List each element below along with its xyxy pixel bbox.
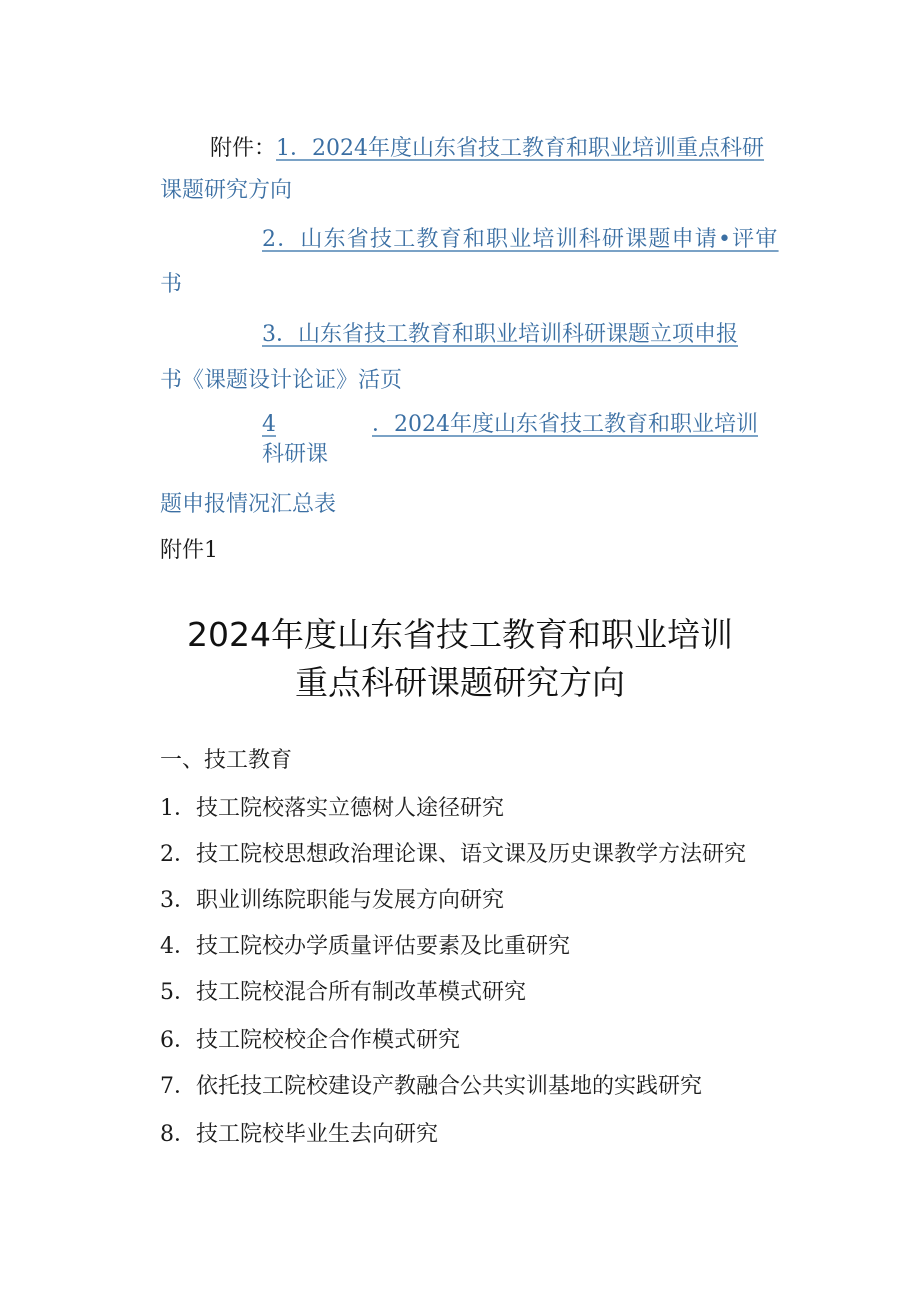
attachment-item-4-line1b[interactable]: 科研课 bbox=[262, 442, 329, 467]
list-item: 4．技工院校办学质量评估要素及比重研究 bbox=[160, 934, 570, 959]
attachment-label: 附件1 bbox=[160, 538, 218, 563]
attachment-link-4-num[interactable]: 4 bbox=[262, 412, 276, 437]
list-item: 3．职业训练院职能与发展方向研究 bbox=[160, 888, 504, 913]
list-item: 6．技工院校校企合作模式研究 bbox=[160, 1028, 460, 1053]
list-item: 2．技工院校思想政治理论课、语文课及历史课教学方法研究 bbox=[160, 842, 746, 867]
list-item: 8．技工院校毕业生去向研究 bbox=[160, 1122, 438, 1147]
list-item: 5．技工院校混合所有制改革模式研究 bbox=[160, 980, 526, 1005]
page-title-line1: 2024年度山东省技工教育和职业培训 bbox=[187, 615, 733, 654]
attachment-link-1[interactable]: 1．2024年度山东省技工教育和职业培训重点科研 bbox=[276, 136, 765, 161]
attachment-item-3-line2[interactable]: 书《课题设计论证》活页 bbox=[160, 368, 403, 393]
attachment-item-1-line2[interactable]: 课题研究方向 bbox=[160, 178, 293, 203]
list-item: 7．依托技工院校建设产教融合公共实训基地的实践研究 bbox=[160, 1074, 702, 1099]
page-title-line2: 重点科研课题研究方向 bbox=[295, 663, 625, 702]
attachment-link-2[interactable]: 2．山东省技工教育和职业培训科研课题申请•评审 bbox=[262, 227, 779, 252]
attachment-item-1-line1[interactable] bbox=[210, 134, 764, 164]
attachment-link-3[interactable]: 3．山东省技工教育和职业培训科研课题立项申报 bbox=[262, 322, 738, 347]
attachment-item-2-line2[interactable]: 书 bbox=[160, 272, 183, 297]
list-item: 1．技工院校落实立德树人途径研究 bbox=[160, 796, 504, 821]
attachment-link-4[interactable]: ．2024年度山东省技工教育和职业培训 bbox=[372, 412, 758, 437]
section-heading: 一、技工教育 bbox=[160, 748, 293, 773]
attachments-prefix: 附件： bbox=[210, 136, 277, 161]
attachment-item-4-line2[interactable]: 题申报情况汇总表 bbox=[160, 492, 337, 517]
